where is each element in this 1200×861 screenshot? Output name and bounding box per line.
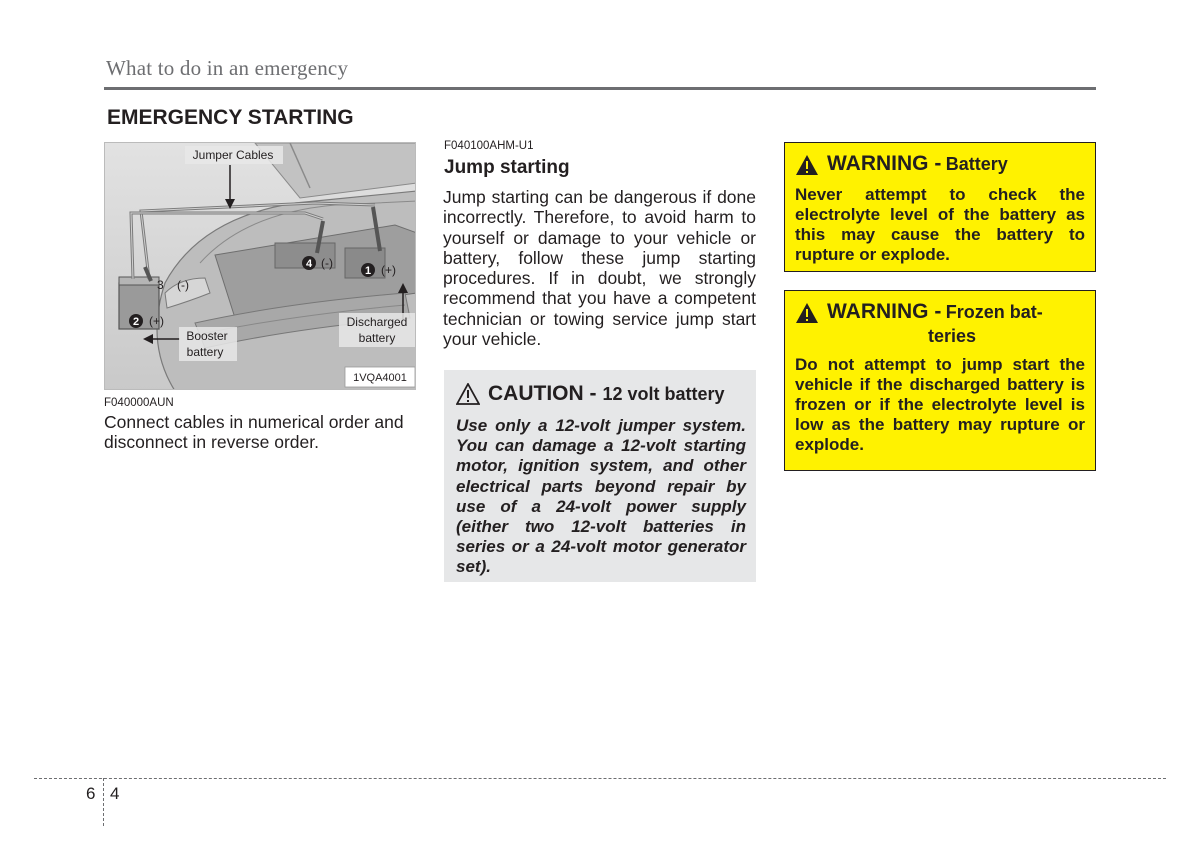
caution-triangle-icon [456,383,480,405]
marker-4-polarity: (-) [321,256,333,270]
marker-2-number: 2 [132,316,140,328]
figure-caption-text: Connect cables in numerical order and disconnect in reverse order. [104,412,404,452]
warning-triangle-icon [795,154,819,176]
marker-3-polarity: (-) [177,278,189,292]
warning-frozen-subtitle: Frozen bat- [945,302,1043,322]
footer-page-divider [103,778,104,826]
warning-battery-body: Never attempt to check the electrolyte level of the battery as this may cause the battery to rupture or explode. [795,185,1085,264]
jump-starting-body: Jump starting can be dangerous if done incorrectly. Therefore, to avoid harm to yourself or damage to your vehicle or battery, follow these jump starting procedures. If in doubt, we strongly recommend that you have a competent technician or towing service jump start your vehicle. [443,187,756,350]
label-discharged-line1: Discharged [346,315,408,329]
warning-frozen-body: Do not attempt to jump start the vehicle if the discharged battery is frozen or if the electrolyte level is low as the battery may rupture or explode. [795,355,1085,454]
figure-caption-code: F040000AUN [104,397,174,409]
caution-body: Use only a 12-volt jumper system. You can damage a 12-volt starting motor, ignition system, and other electrical parts beyond repair by use of a 24-volt power supply (either two 12-volt batteries in series or a 24-volt motor generator set). [456,416,746,577]
caution-subtitle: 12 volt battery [602,383,725,404]
warning-frozen-subtitle-cont: teries [927,326,977,346]
warning-battery-box [784,142,1096,272]
marker-1-polarity: (+) [381,263,396,277]
section-code: F040100AHM-U1 [444,140,534,152]
warning-frozen-header [795,299,1085,347]
caution-header [456,378,746,410]
marker-1-number: 1 [364,265,372,277]
label-booster-line1: Booster [186,329,228,343]
header-rule [104,87,1096,90]
warning-battery-header [795,151,1085,177]
caution-box [444,370,756,582]
label-jumper-cables: Jumper Cables [192,148,274,162]
warning-triangle-icon [795,302,819,324]
jump-start-illustration [104,142,416,390]
section-title: EMERGENCY STARTING [107,106,354,129]
car-engine-bay-drawing [105,143,416,390]
marker-2-polarity: (+) [149,314,164,328]
warning-battery-title: WARNING - [827,152,942,175]
label-booster-line2: battery [186,345,224,359]
footer-divider [34,778,1166,779]
figure-code: 1VQA4001 [353,372,407,384]
caution-title: CAUTION - [488,382,597,405]
page-number: 4 [110,784,120,803]
warning-frozen-box [784,290,1096,471]
warning-frozen-title: WARNING - [827,300,942,323]
marker-4-number: 4 [305,258,313,270]
warning-battery-subtitle: Battery [945,154,1008,174]
chapter-header-title: What to do in an emergency [106,56,349,80]
marker-3-number: 3 [157,278,164,292]
jump-starting-heading: Jump starting [444,157,570,178]
label-discharged-line2: battery [358,331,396,345]
chapter-number: 6 [86,784,96,803]
